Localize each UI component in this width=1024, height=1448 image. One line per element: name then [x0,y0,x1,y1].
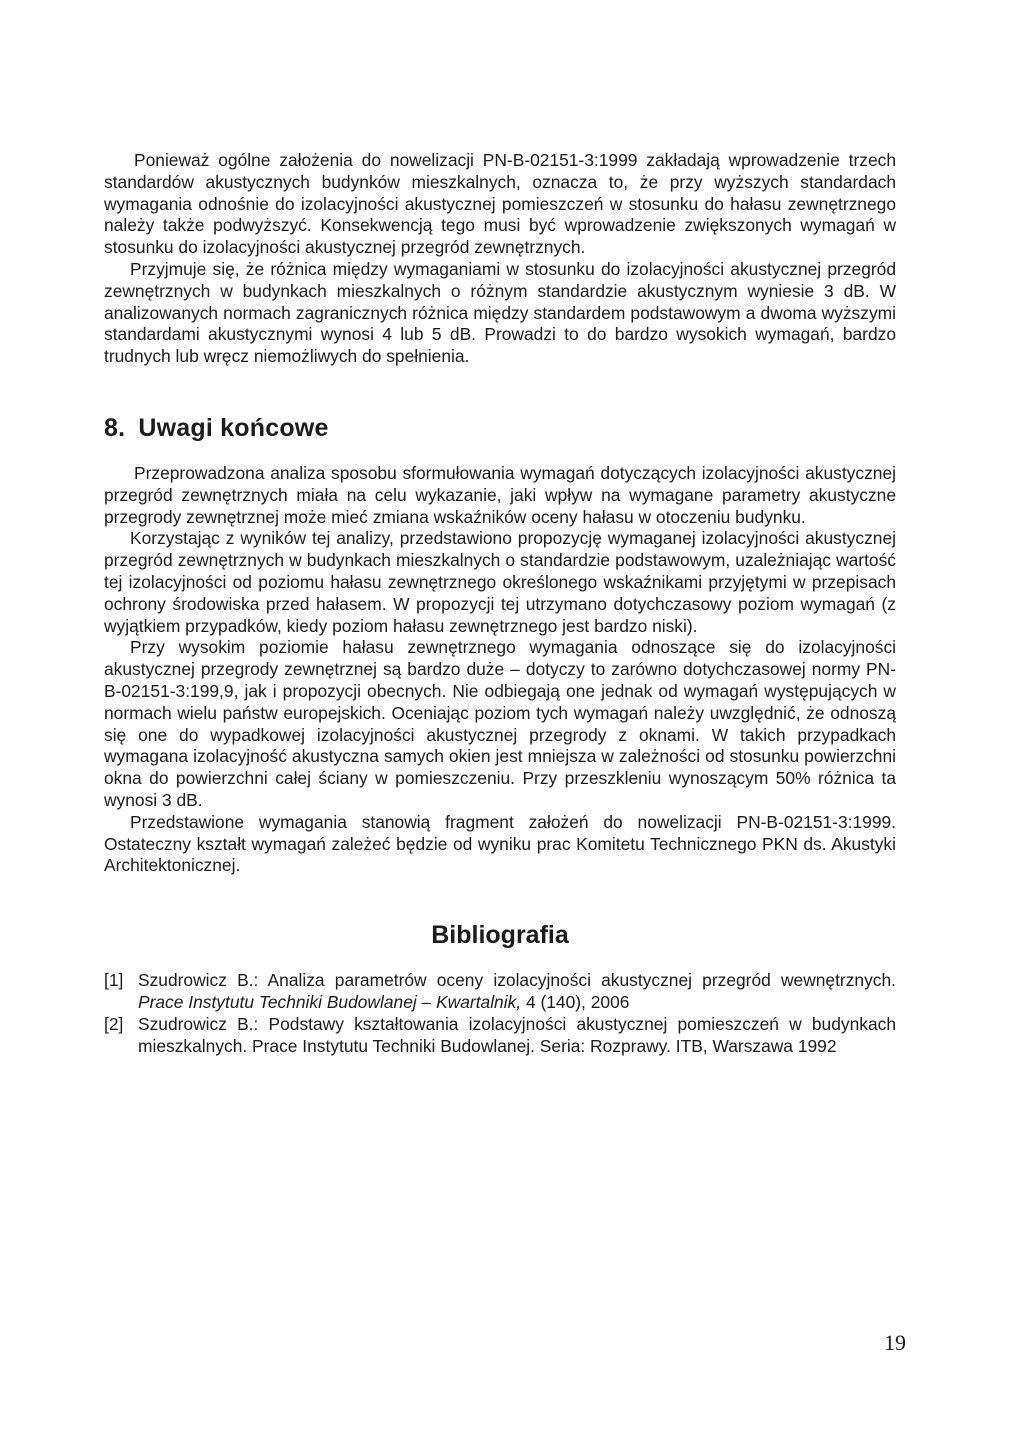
reference-issue: 4 (140), 2006 [521,991,630,1012]
reference-number: [1] [104,970,124,991]
page-number: 19 [884,1330,906,1355]
intro-paragraph-2: Przyjmuje się, że różnica między wymaganiami w stosunku do izolacyjności akustycznej przegród zewnętrznych w budynkach mieszkalnych o różnym standardzie akustycznym wyniesie 3 dB. W analizowanych normach zagranicznych różnica między standardem podstawowym a dwoma wyższymi standardami akustycznymi wynosi 4 lub 5 dB. Prowadzi to do bardzo wysokich wymagań, bardzo trudnych lub wręcz niemożliwych do spełnienia. [104,258,896,367]
reference-text [138,1014,896,1058]
reference-text-main: Szudrowicz B.: Analiza parametrów oceny izolacyjności akustycznej przegród wewnętrznych. [138,970,896,991]
reference-text-main: Szudrowicz B.: Podstawy kształtowania izolacyjności akustycznej pomieszczeń w budynkach mieszkalnych. Prace Instytutu Techniki Budowlanej. Seria: Rozprawy. ITB, Warszawa 1992 [138,1013,896,1056]
bibliography-title: Bibliografia [431,921,569,950]
reference-text [138,970,896,1014]
reference-item [104,970,896,1014]
reference-item [104,1014,896,1058]
section-paragraph-1: Przeprowadzona analiza sposobu sformułowania wymagań dotyczących izolacyjności akustycznej przegród zewnętrznych miała na celu wykazanie, jaki wpływ na wymagane parametry akustyczne przegrody zewnętrznej może mieć zmiana wskaźników oceny hałasu w otoczeniu budynku. [104,462,896,527]
reference-journal: Prace Instytutu Techniki Budowlanej – Kwartalnik, [138,991,522,1012]
section-paragraph-2: Korzystając z wyników tej analizy, przedstawiono propozycję wymaganej izolacyjności akustycznej przegród zewnętrznych w budynkach mieszkalnych o standardzie podstawowym, uzależniając wartość tej izolacyjności od poziomu hałasu zewnętrznego określonego wskaźnikami przyjętymi w przepisach ochrony środowiska przed hałasem. W propozycji tej utrzymano dotychczasowy poziom wymagań (z wyjątkiem przypadków, kiedy poziom hałasu zewnętrznego jest bardzo niski). [104,528,896,636]
section-title: Uwagi końcowe [138,413,329,442]
page-content [104,150,896,1057]
section-paragraph-3: Przy wysokim poziomie hałasu zewnętrznego wymagania odnoszące się do izolacyjności akustycznej przegrody zewnętrznej są bardzo duże – dotyczy to zarówno dotychczasowej normy PN-B-02151-3:199,9, jak i propozycji obecnych. Nie odbiegają one jednak od wymagań występujących w normach wielu państw europejskich. Oceniając poziom tych wymagań należy uwzględnić, że odnoszą się one do wypadkowej izolacyjności akustycznej przegrody z oknami. W takich przypadkach wymagana izolacyjność akustyczna samych okien jest mniejsza w zależności od stosunku powierzchni okna do powierzchni całej ściany w pomieszczeniu. Przy przeszkleniu wynoszącym 50% różnica ta wynosi 3 dB. [104,637,896,810]
section-heading [104,414,896,443]
section-paragraph-4: Przedstawione wymagania stanowią fragment założeń do nowelizacji PN-B-02151-3:1999. Ostateczny kształt wymagań zależeć będzie od wyniku prac Komitetu Technicznego PKN ds. Akustyki Architektonicznej. [104,811,896,876]
reference-number: [2] [104,1013,124,1034]
section-number: 8. [104,413,126,442]
intro-paragraph-1: Ponieważ ogólne założenia do nowelizacji PN-B-02151-3:1999 zakładają wprowadzenie trzech standardów akustycznych budynków mieszkalnych, oznacza to, że przy wyższych standardach wymagania odnośnie do izolacyjności akustycznej pomieszczeń w stosunku do hałasu zewnętrznego należy także podwyższyć. Konsekwencją tego musi być wprowadzenie zwiększonych wymagań w stosunku do izolacyjności akustycznej przegród zewnętrznych. [104,150,896,258]
